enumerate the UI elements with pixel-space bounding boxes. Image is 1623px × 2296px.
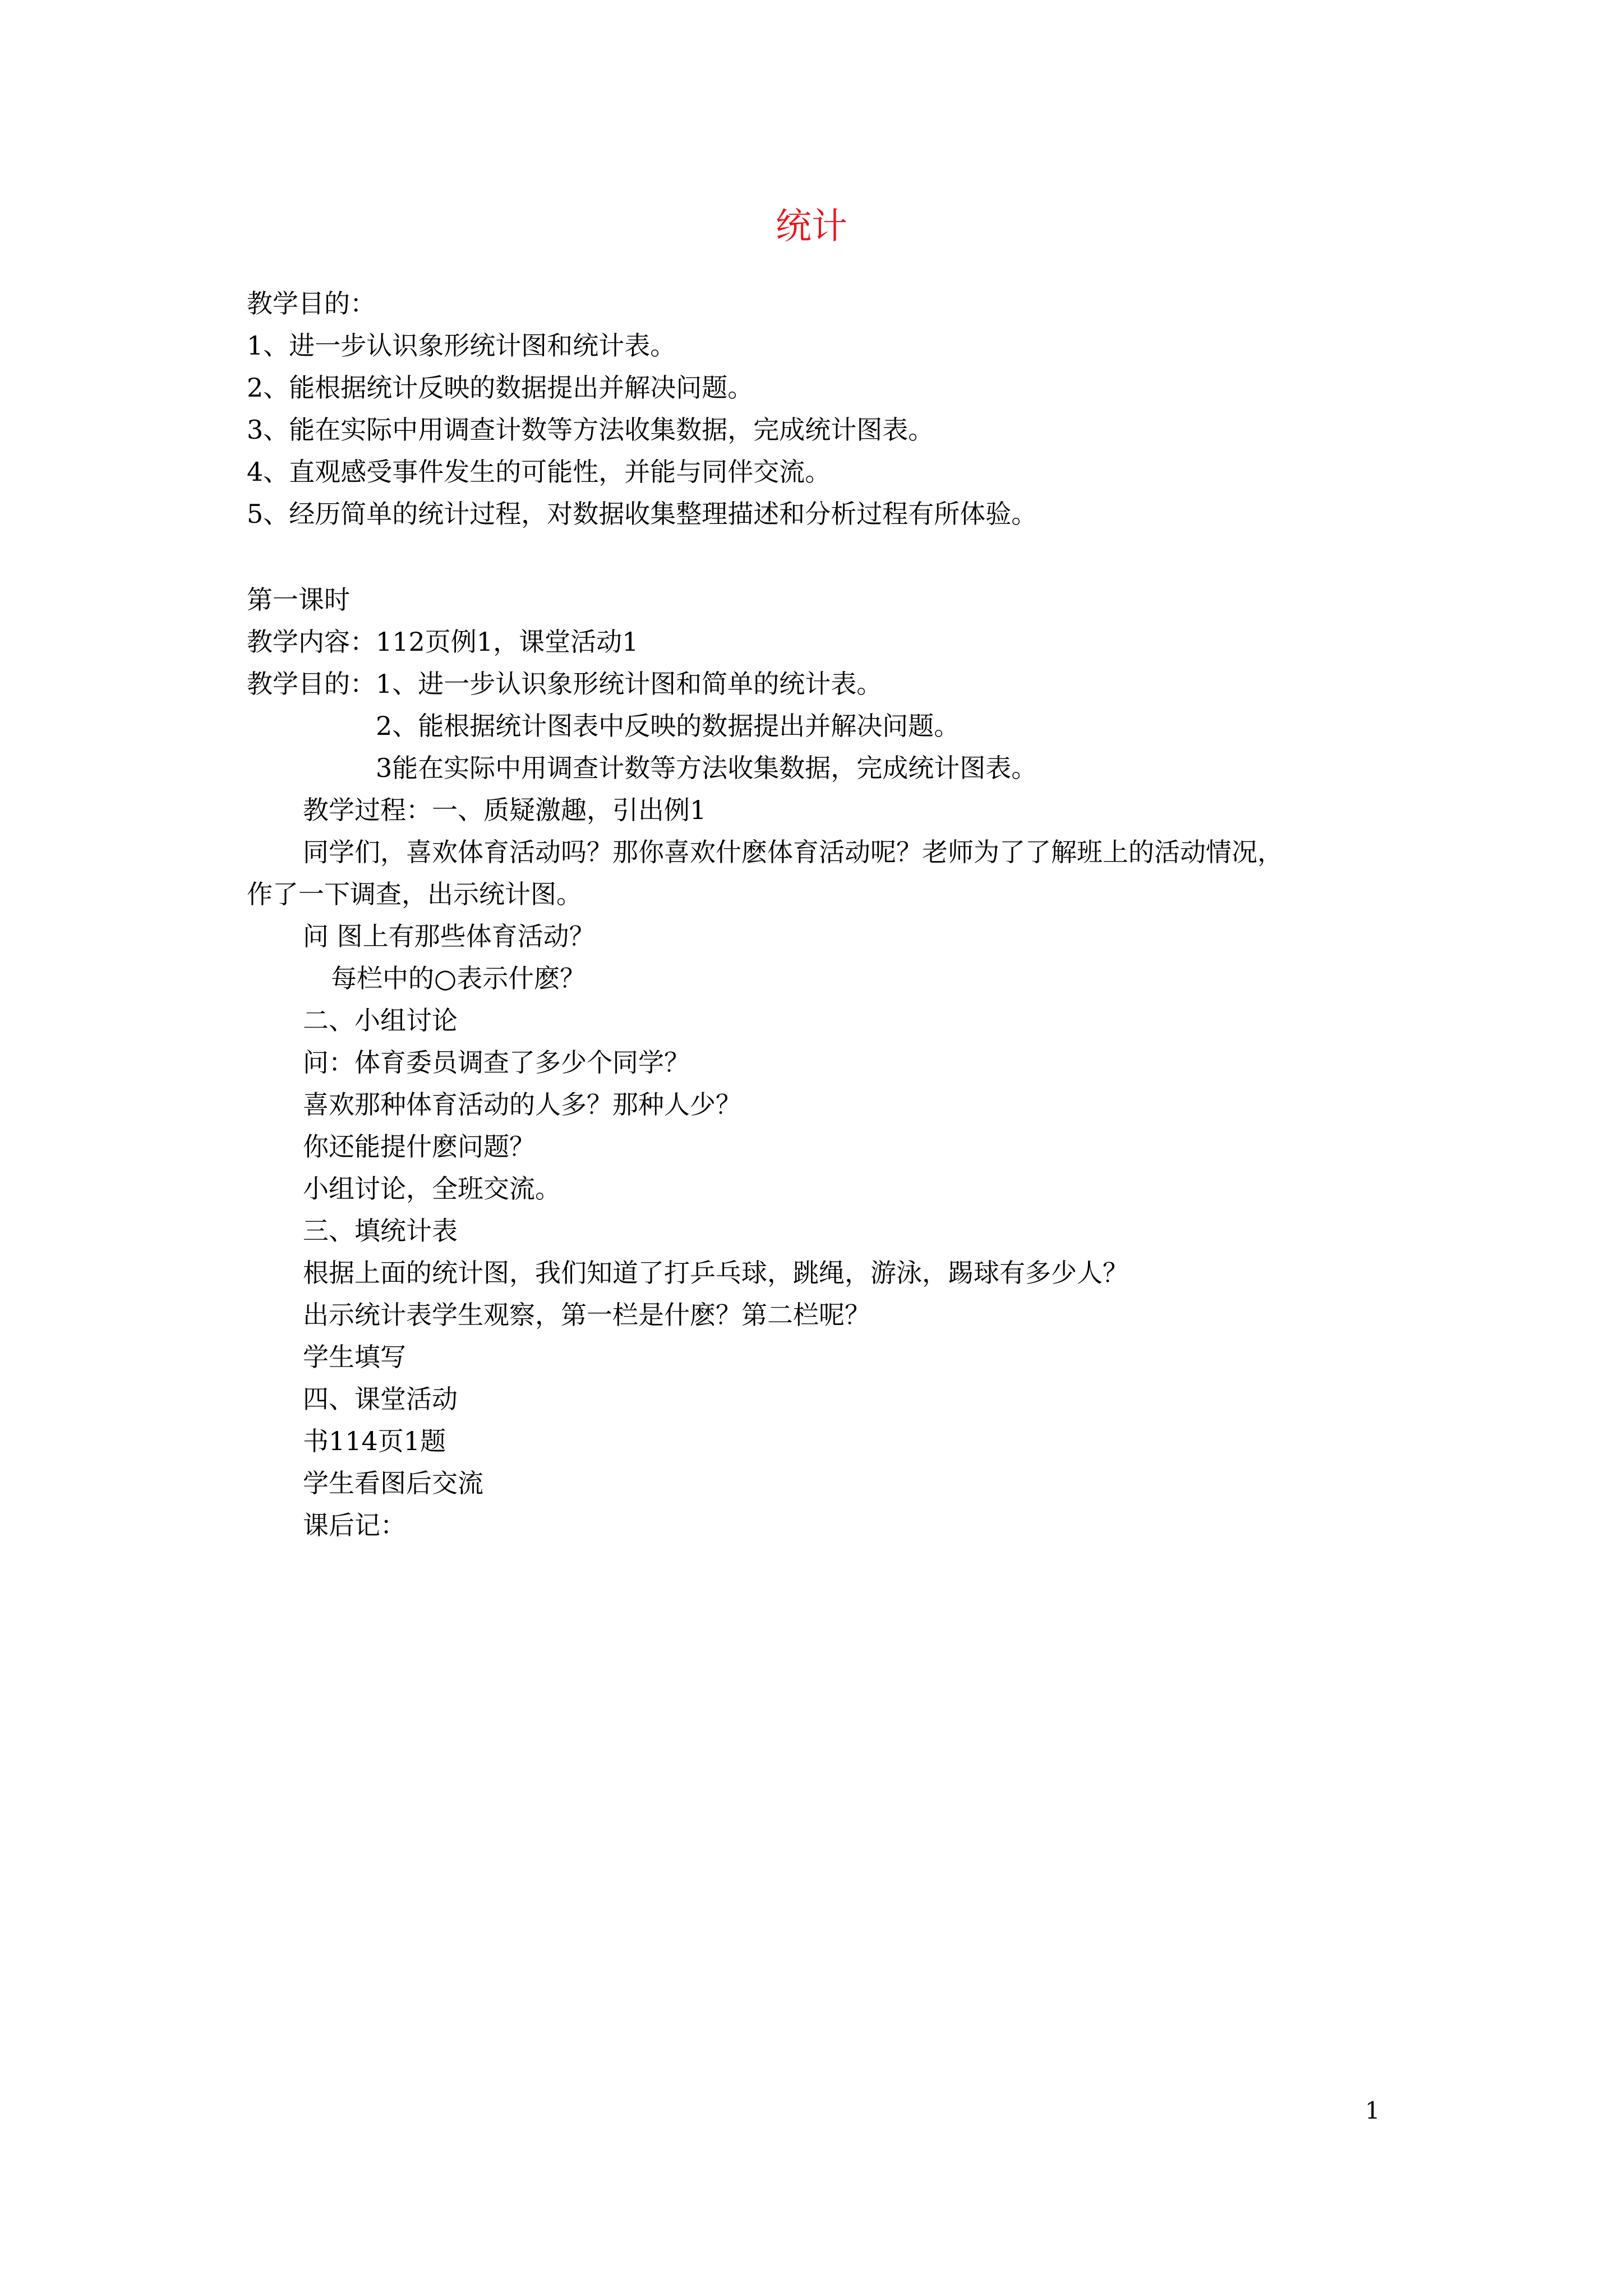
process-line: 二、小组讨论 [303,1005,458,1036]
lesson-heading: 第一课时 [247,585,350,615]
process-line: 教学过程：一、质疑激趣，引出例1 [303,795,707,825]
process-line: 小组讨论，全班交流。 [303,1174,561,1204]
process-line: 根据上面的统计图，我们知道了打乒乓球，跳绳，游泳，踢球有多少人？ [303,1258,1128,1288]
process-line: 你还能提什麽问题？ [303,1131,535,1162]
process-line: 作了一下调查，出示统计图。 [247,879,582,909]
lesson-content: 教学内容：112页例1，课堂活动1 [247,627,639,657]
objective-item: 1、进一步认识象形统计图和统计表。 [247,330,676,361]
objective-item: 5、经历简单的统计过程，对数据收集整理描述和分析过程有所体验。 [247,499,1038,529]
process-line: 学生看图后交流 [303,1468,483,1498]
process-line: 课后记： [303,1510,406,1540]
objective-item: 3、能在实际中用调查计数等方法收集数据，完成统计图表。 [247,415,934,445]
process-line: 四、课堂活动 [303,1384,458,1414]
lesson-objective: 3能在实际中用调查计数等方法收集数据，完成统计图表。 [376,753,1038,783]
process-line: 同学们，喜欢体育活动吗？那你喜欢什麽体育活动呢？老师为了了解班上的活动情况， [303,837,1283,867]
objective-item: 4、直观感受事件发生的可能性，并能与同伴交流。 [247,457,831,487]
page-number: 1 [1365,2097,1380,2124]
process-line: 问 图上有那些体育活动？ [303,921,595,951]
process-line: 书114页1题 [303,1426,446,1456]
process-line: 喜欢那种体育活动的人多？那种人少？ [303,1089,741,1120]
lesson-objective: 2、能根据统计图表中反映的数据提出并解决问题。 [376,711,960,741]
document-title: 统计 [776,206,847,247]
process-line: 出示统计表学生观察，第一栏是什麽？第二栏呢？ [303,1300,870,1330]
process-line: 每栏中的○表示什麽？ [331,963,586,993]
objectives-heading: 教学目的： [247,288,376,319]
process-line: 问：体育委员调查了多少个同学？ [303,1047,690,1078]
process-line: 三、填统计表 [303,1216,458,1246]
lesson-objective: 教学目的：1、进一步认识象形统计图和简单的统计表。 [247,669,883,699]
process-line: 学生填写 [303,1342,406,1372]
objective-item: 2、能根据统计反映的数据提出并解决问题。 [247,372,754,403]
